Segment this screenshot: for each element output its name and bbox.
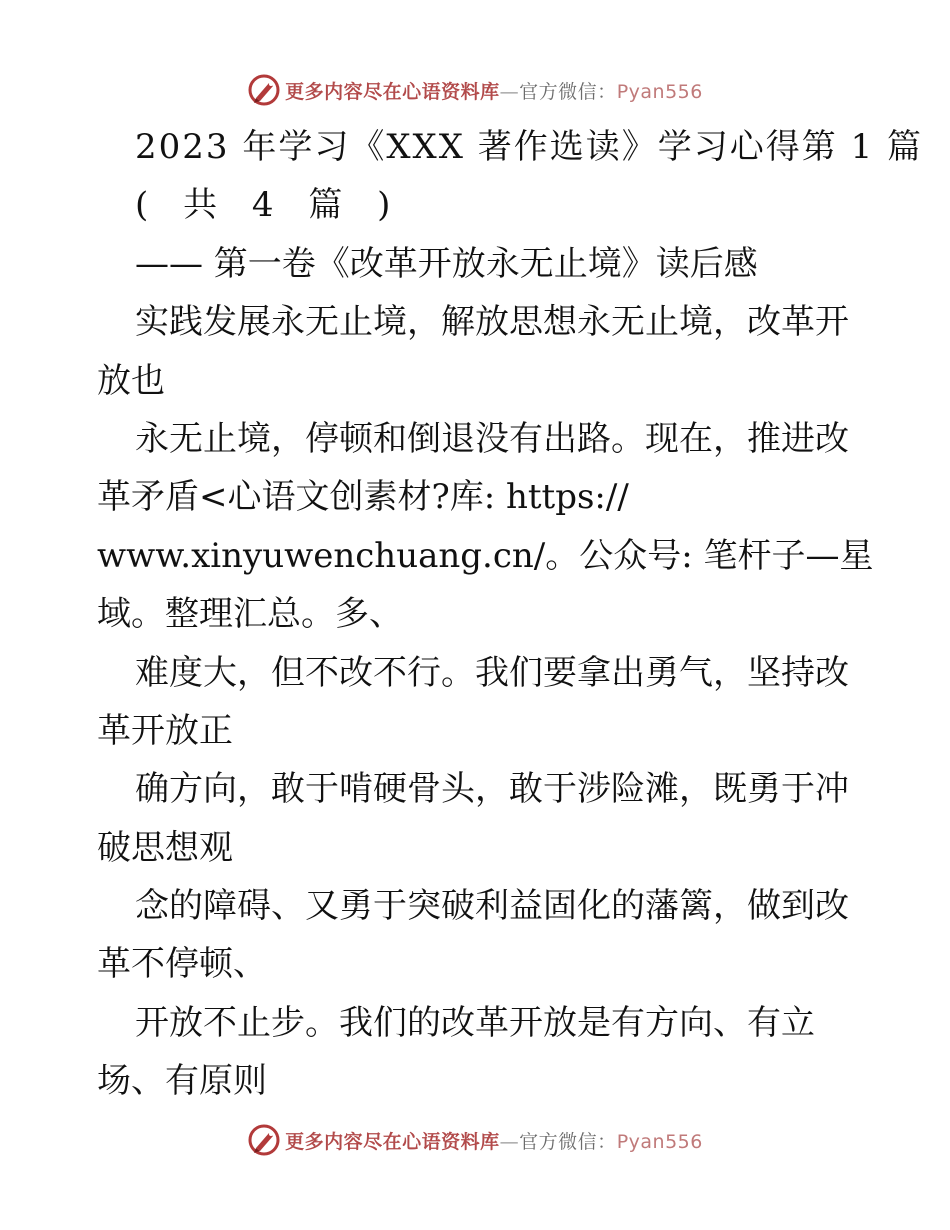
pen-logo-icon xyxy=(247,73,281,107)
banner-wechat-label: 官方微信： xyxy=(519,1130,617,1153)
body-line: 革开放正 xyxy=(97,710,233,751)
body-line: 确方向，敢于啃硬骨头，敢于涉险滩，既勇于冲 xyxy=(135,769,849,810)
body-line: 开放不止步。我们的改革开放是有方向、有立 xyxy=(135,1002,815,1043)
document-subtitle: —— 第一卷《改革开放永无止境》读后感 xyxy=(135,243,758,284)
body-line: 革矛盾<心语文创素材?库: https:// xyxy=(97,477,629,518)
body-line: 革不停顿、 xyxy=(97,944,267,985)
body-line: 念的障碍、又勇于突破利益固化的藩篱，做到改 xyxy=(135,886,849,927)
banner-text xyxy=(285,1127,703,1154)
body-line: 域。整理汇总。多、 xyxy=(97,594,403,635)
body-line: 难度大，但不改不行。我们要拿出勇气，坚持改 xyxy=(135,652,849,693)
document-title-line-2: ( 共 4 篇 ) xyxy=(135,185,403,226)
banner-main-text: 更多内容尽在心语资料库 xyxy=(285,80,500,103)
banner-dash: — xyxy=(499,80,520,103)
banner-wechat-id: Pyan556 xyxy=(616,80,703,103)
body-line: 实践发展永无止境，解放思想永无止境，改革开 xyxy=(135,302,849,343)
document-title-line-1: 2023 年学习《XXX 著作选读》学习心得第 1 篇 xyxy=(135,127,924,167)
body-line: 永无止境，停顿和倒退没有出路。现在，推进改 xyxy=(135,418,849,459)
body-line: www.xinyuwenchuang.cn/。公众号: 笔杆子—星 xyxy=(97,535,874,576)
banner-dash: — xyxy=(499,1130,520,1153)
body-line: 破思想观 xyxy=(97,827,233,868)
pen-logo-icon xyxy=(247,1123,281,1157)
banner-main-text: 更多内容尽在心语资料库 xyxy=(285,1130,500,1153)
banner-wechat-id: Pyan556 xyxy=(616,1130,703,1153)
document-body xyxy=(97,118,924,1111)
body-line: 场、有原则 xyxy=(97,1061,267,1102)
footer-banner xyxy=(0,1120,950,1160)
banner-text xyxy=(285,77,703,104)
body-line: 放也 xyxy=(97,360,165,401)
header-banner xyxy=(0,70,950,110)
banner-wechat-label: 官方微信： xyxy=(519,80,617,103)
